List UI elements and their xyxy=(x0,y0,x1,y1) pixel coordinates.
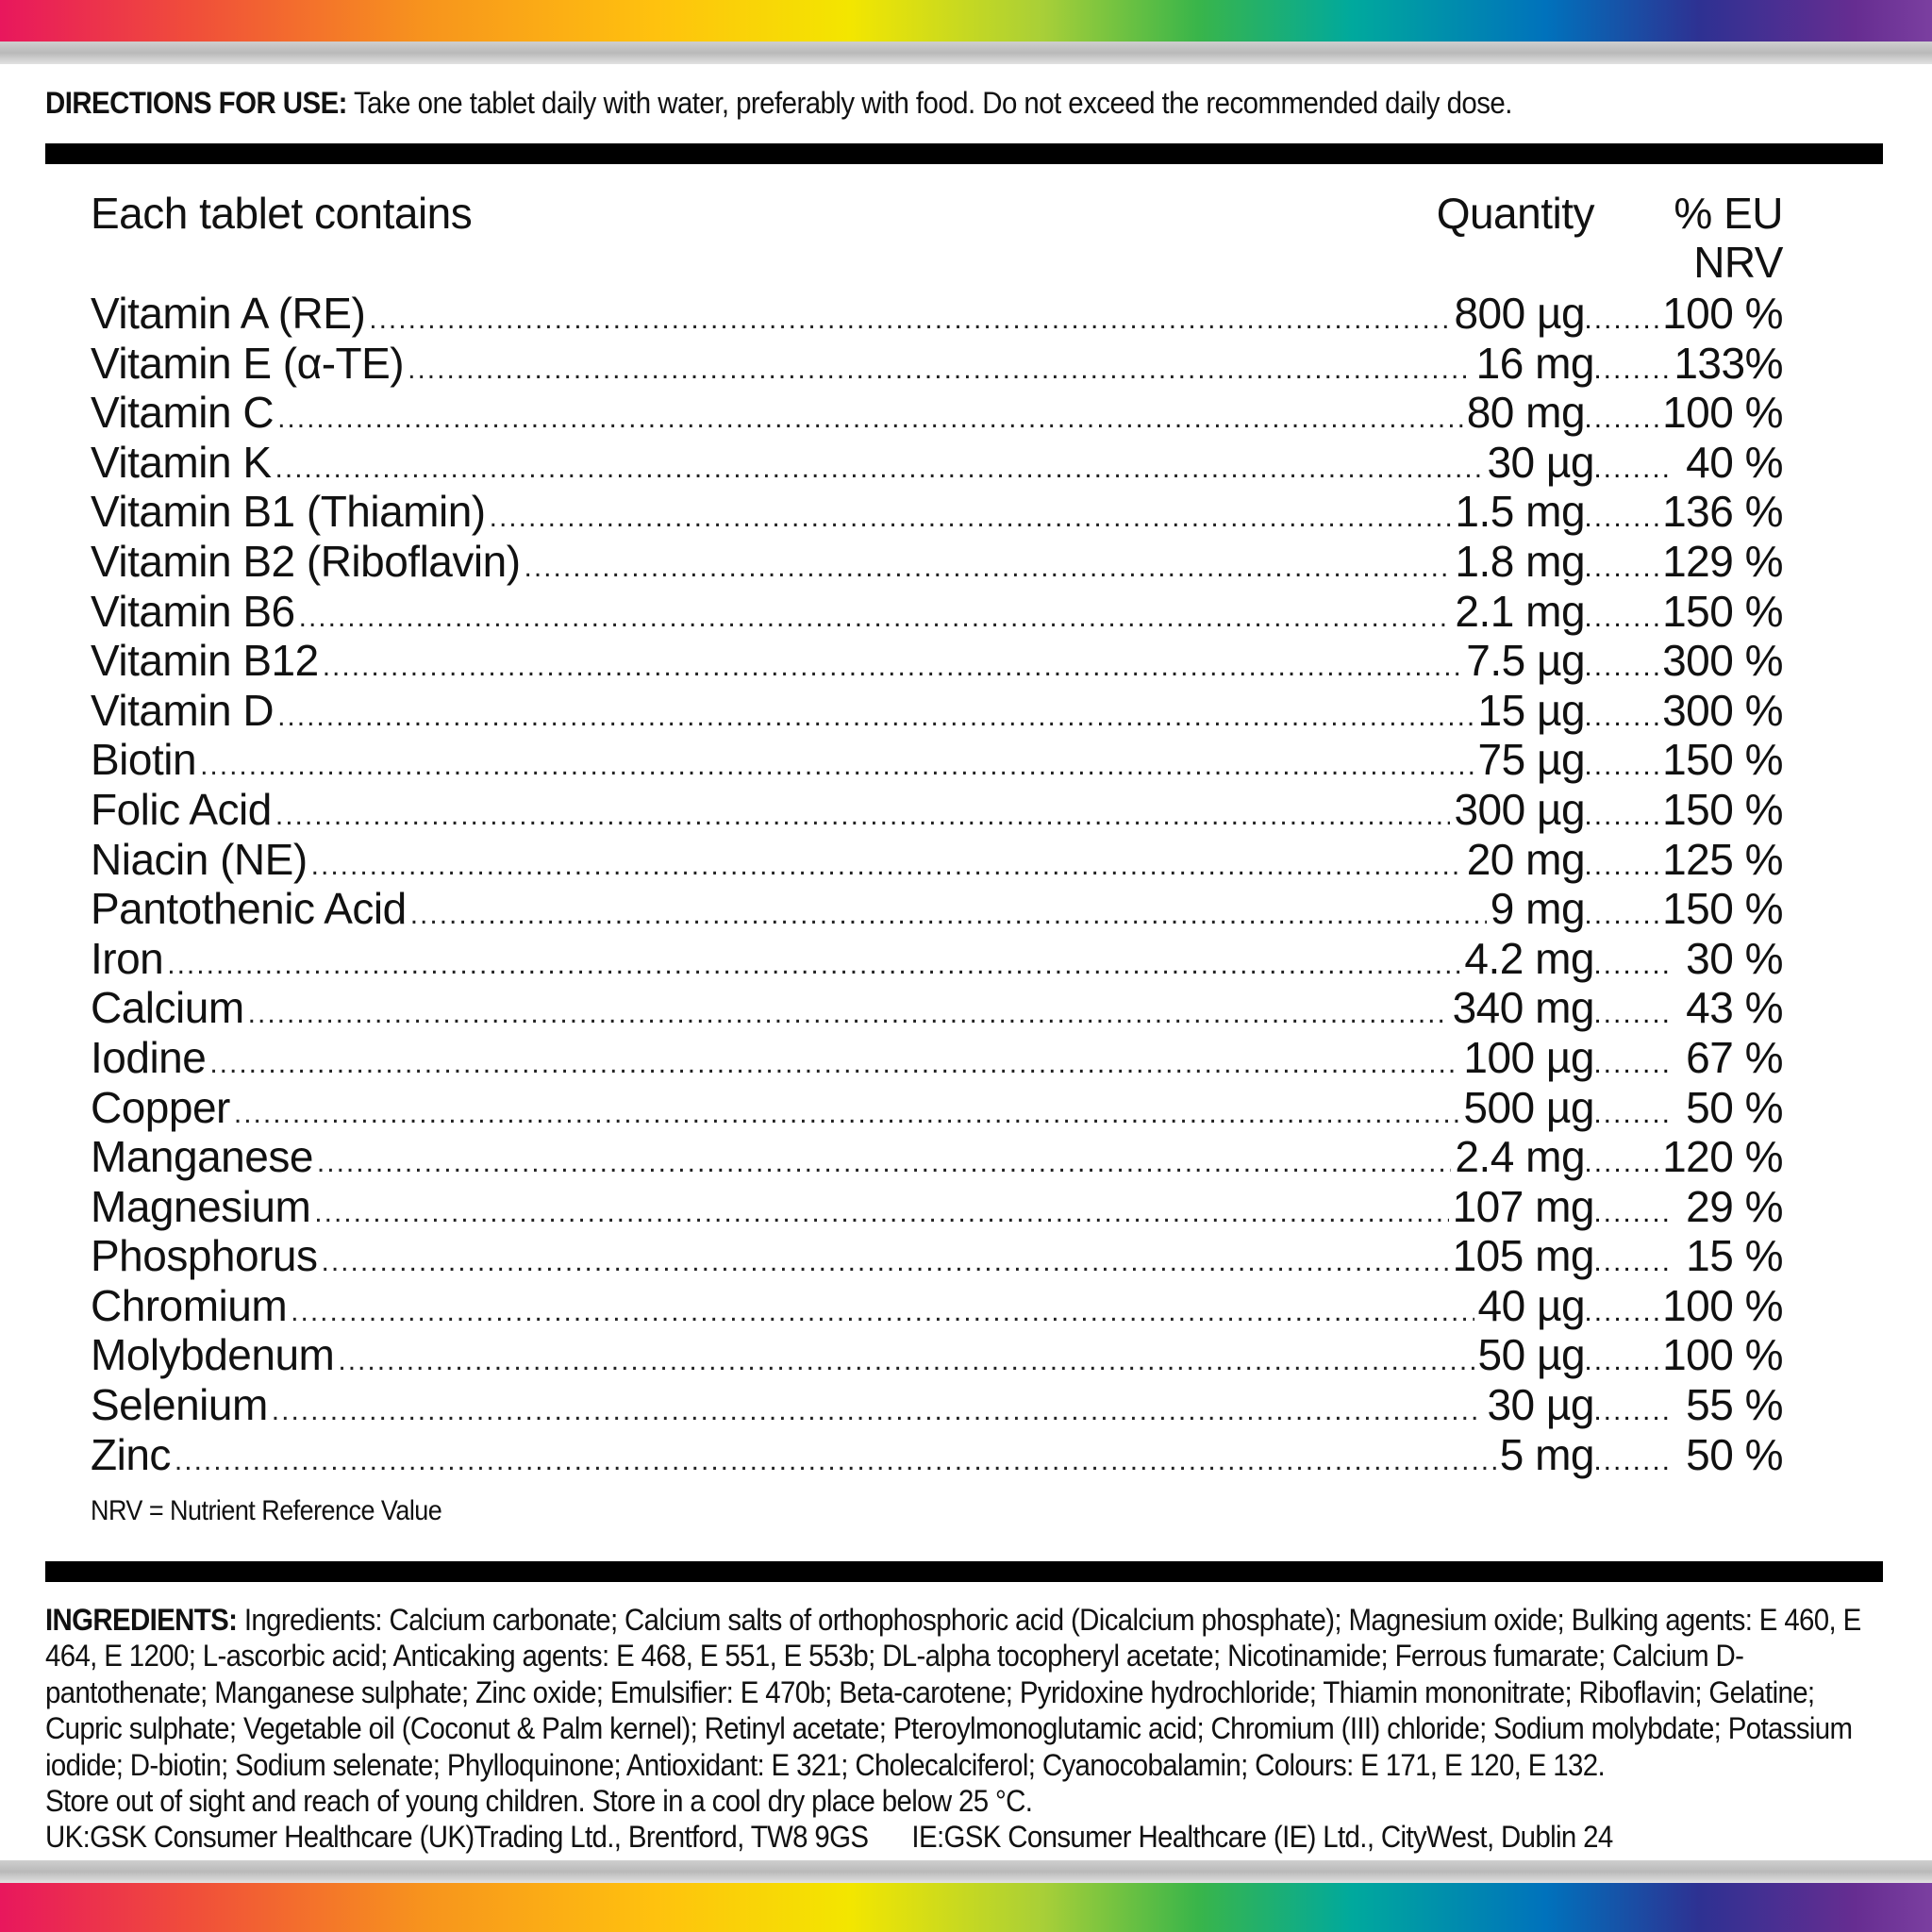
leader-dots xyxy=(1585,543,1662,587)
nutrient-name: Calcium xyxy=(91,983,244,1033)
nutrient-nrv: 125 % xyxy=(1662,834,1783,884)
nutrient-nrv: 120 % xyxy=(1662,1132,1783,1182)
table-row xyxy=(91,1182,1783,1232)
top-rainbow-band xyxy=(0,0,1932,42)
nutrient-nrv: 133% xyxy=(1674,338,1783,388)
leader-dots xyxy=(1594,1238,1672,1281)
table-row xyxy=(91,1083,1783,1133)
nutrient-name: Manganese xyxy=(91,1132,313,1182)
nutrient-name: Selenium xyxy=(91,1380,268,1430)
table-row xyxy=(91,1231,1783,1281)
nutrient-name: Iron xyxy=(91,933,164,983)
table-row xyxy=(91,884,1783,934)
nutrient-name: Biotin xyxy=(91,735,197,785)
table-row xyxy=(91,934,1783,984)
nutrient-name: Vitamin C xyxy=(91,388,275,438)
leader-dots xyxy=(525,543,1452,587)
leader-dots xyxy=(167,941,1460,984)
nutrient-nrv: 150 % xyxy=(1662,884,1783,934)
nutrient-nrv: 100 % xyxy=(1662,289,1783,338)
nutrient-name: Vitamin B2 (Riboflavin) xyxy=(91,536,521,586)
table-row xyxy=(91,438,1783,488)
nutrient-name: Vitamin K xyxy=(91,437,272,487)
address-uk: UK:GSK Consumer Healthcare (UK)Trading Ltd., Brentford, TW8 9GS xyxy=(45,1820,869,1855)
table-row xyxy=(91,537,1783,587)
nutrient-nrv: 55 % xyxy=(1686,1380,1783,1430)
top-silver-band xyxy=(0,42,1932,64)
leader-dots xyxy=(410,891,1487,934)
nutrient-quantity: 50 µg xyxy=(1477,1330,1586,1380)
leader-dots xyxy=(275,791,1451,835)
leader-dots xyxy=(1585,1337,1662,1380)
nutrient-quantity: 75 µg xyxy=(1477,735,1586,785)
nutrient-name: Vitamin B6 xyxy=(91,586,295,636)
leader-dots xyxy=(322,1238,1449,1281)
leader-dots xyxy=(311,841,1463,885)
nutrient-name: Magnesium xyxy=(91,1181,311,1231)
nutrient-name: Vitamin B1 (Thiamin) xyxy=(91,487,486,537)
leader-dots xyxy=(1585,692,1662,736)
leader-dots xyxy=(338,1337,1474,1380)
nutrient-quantity: 800 µg xyxy=(1454,289,1586,338)
leader-dots xyxy=(1585,841,1662,885)
table-row xyxy=(91,487,1783,537)
leader-dots xyxy=(323,642,1463,686)
nutrient-name: Pantothenic Acid xyxy=(91,884,407,934)
nutrient-name: Phosphorus xyxy=(91,1231,318,1281)
nutrient-name: Folic Acid xyxy=(91,784,272,834)
nutrient-nrv: 100 % xyxy=(1662,388,1783,438)
nutrient-name: Molybdenum xyxy=(91,1330,335,1380)
nutrient-nrv: 100 % xyxy=(1662,1330,1783,1380)
table-row xyxy=(91,1033,1783,1083)
nutrient-nrv: 15 % xyxy=(1686,1231,1783,1281)
nutrient-name: Copper xyxy=(91,1082,230,1132)
nutrient-quantity: 16 mg xyxy=(1475,338,1594,388)
leader-dots xyxy=(277,394,1463,438)
nutrient-nrv: 150 % xyxy=(1662,586,1783,636)
nutrient-quantity: 1.5 mg xyxy=(1455,487,1586,537)
ingredients-label: INGREDIENTS: xyxy=(45,1603,238,1637)
nutrient-name: Vitamin E (α-TE) xyxy=(91,338,405,388)
nutrient-quantity: 5 mg xyxy=(1499,1429,1594,1479)
table-row xyxy=(91,835,1783,885)
leader-dots xyxy=(200,741,1474,785)
leader-dots xyxy=(1594,1040,1672,1083)
nutrition-table xyxy=(91,189,1783,1479)
nutrient-quantity: 100 µg xyxy=(1463,1032,1594,1082)
nutrient-name: Chromium xyxy=(91,1280,288,1330)
nutrient-quantity: 340 mg xyxy=(1452,983,1594,1033)
nutrient-nrv: 150 % xyxy=(1662,735,1783,785)
leader-dots xyxy=(234,1090,1460,1133)
leader-dots xyxy=(314,1189,1448,1232)
leader-dots xyxy=(1585,891,1662,934)
leader-dots xyxy=(1585,1288,1662,1331)
table-body xyxy=(91,289,1783,1479)
leader-dots xyxy=(1585,593,1662,637)
nutrient-quantity: 105 mg xyxy=(1452,1231,1594,1281)
leader-dots xyxy=(317,1139,1452,1182)
nutrient-quantity: 80 mg xyxy=(1466,388,1586,438)
nutrient-nrv: 40 % xyxy=(1686,437,1783,487)
leader-dots xyxy=(175,1437,1496,1480)
table-row xyxy=(91,1281,1783,1331)
nutrient-nrv: 50 % xyxy=(1686,1082,1783,1132)
leader-dots xyxy=(1585,295,1662,339)
leader-dots xyxy=(490,493,1452,537)
nutrient-name: Vitamin A (RE) xyxy=(91,289,366,338)
table-row xyxy=(91,1380,1783,1430)
leader-dots xyxy=(1594,990,1672,1033)
leader-dots xyxy=(299,593,1452,637)
table-row xyxy=(91,1132,1783,1182)
leader-dots xyxy=(275,444,1484,488)
nutrient-quantity: 500 µg xyxy=(1463,1082,1594,1132)
header-quantity: Quantity xyxy=(1436,189,1594,238)
leader-dots xyxy=(1585,493,1662,537)
bottom-silver-band xyxy=(0,1860,1932,1883)
nutrient-quantity: 300 µg xyxy=(1454,784,1586,834)
nutrient-quantity: 2.4 mg xyxy=(1455,1132,1586,1182)
nutrient-nrv: 136 % xyxy=(1662,487,1783,537)
nutrient-nrv: 150 % xyxy=(1662,784,1783,834)
leader-dots xyxy=(1585,1139,1662,1182)
nutrient-quantity: 40 µg xyxy=(1477,1280,1586,1330)
nutrient-name: Vitamin D xyxy=(91,685,275,735)
leader-dots xyxy=(1585,741,1662,785)
leader-dots xyxy=(248,990,1449,1033)
nutrient-quantity: 107 mg xyxy=(1452,1181,1594,1231)
leader-dots xyxy=(277,692,1474,736)
directions-label: DIRECTIONS FOR USE: xyxy=(45,86,347,120)
nutrient-nrv: 100 % xyxy=(1662,1280,1783,1330)
nutrient-name: Niacin (NE) xyxy=(91,834,308,884)
nutrient-quantity: 7.5 µg xyxy=(1466,636,1586,686)
nutrient-quantity: 20 mg xyxy=(1466,834,1586,884)
header-nrv-line1: % EU xyxy=(1674,189,1783,238)
leader-dots xyxy=(1585,394,1662,438)
nutrient-nrv: 30 % xyxy=(1686,933,1783,983)
top-divider xyxy=(45,143,1883,164)
leader-dots xyxy=(272,1387,1484,1430)
leader-dots xyxy=(1594,941,1672,984)
nutrient-quantity: 15 µg xyxy=(1477,685,1586,735)
nutrient-quantity: 30 µg xyxy=(1487,1380,1594,1430)
ingredients-text: Ingredients: Calcium carbonate; Calcium salts of orthophosphoric acid (Dicalcium phosphate); Magnesium oxide; Bulking agents: E 460, E 464, E 1200; L-ascorbic acid; Anticaking agents: E 468, E 551, E 553b; DL-alpha tocopheryl acetate; Nicotinamide; Ferrous fumarate; Calcium D-pantothenate; Manganese sulphate; Zinc oxide; Emulsifier: E 470b; Beta-carotene; Pyridoxine hydrochloride; Thiamin mononitrate; Riboflavin; Gelatine; Cupric sulphate; Vegetable oil (Coconut & Palm kernel); Retinyl acetate; Pteroylmonoglutamic acid; Chromium (III) chloride; Sodium molybdate; Potassium iodide; D-biotin; Sodium selenate; Phylloquinone; Antioxidant: E 321; Cholecalciferol; Cyanocobalamin; Colours: E 171, E 120, E 132. xyxy=(45,1603,1861,1782)
nutrient-quantity: 4.2 mg xyxy=(1464,933,1594,983)
nutrient-nrv: 50 % xyxy=(1686,1429,1783,1479)
table-row xyxy=(91,388,1783,438)
leader-dots xyxy=(1585,642,1662,686)
table-row xyxy=(91,636,1783,686)
leader-dots xyxy=(1594,1387,1672,1430)
leader-dots xyxy=(291,1288,1474,1331)
nutrient-quantity: 9 mg xyxy=(1490,884,1586,934)
storage-text: Store out of sight and reach of young children. Store in a cool dry place below 25 °C. xyxy=(45,1784,1033,1819)
addresses xyxy=(45,1819,1894,1855)
nutrient-name: Zinc xyxy=(91,1429,171,1479)
leader-dots xyxy=(209,1040,1459,1083)
table-row xyxy=(91,686,1783,736)
table-row xyxy=(91,289,1783,339)
nrv-footnote: NRV = Nutrient Reference Value xyxy=(91,1495,442,1526)
nutrient-nrv: 129 % xyxy=(1662,536,1783,586)
leader-dots xyxy=(369,295,1450,339)
leader-dots xyxy=(1594,1437,1672,1480)
table-row xyxy=(91,1330,1783,1380)
leader-dots xyxy=(1594,1090,1672,1133)
ingredients-paragraph xyxy=(45,1602,1894,1783)
header-each-tablet: Each tablet contains xyxy=(91,189,473,238)
table-row xyxy=(91,983,1783,1033)
nutrient-nrv: 300 % xyxy=(1662,685,1783,735)
nutrient-quantity: 2.1 mg xyxy=(1455,586,1586,636)
nutrient-quantity: 1.8 mg xyxy=(1455,536,1586,586)
nutrient-name: Iodine xyxy=(91,1032,207,1082)
table-row xyxy=(91,1430,1783,1480)
nutrient-nrv: 43 % xyxy=(1686,983,1783,1033)
nutrient-name: Vitamin B12 xyxy=(91,636,319,686)
leader-dots xyxy=(1585,791,1662,835)
table-row xyxy=(91,735,1783,785)
header-nrv xyxy=(1674,189,1783,287)
directions-for-use xyxy=(45,83,1746,123)
leader-dots xyxy=(408,345,1473,389)
bottom-rainbow-band xyxy=(0,1883,1932,1932)
table-row xyxy=(91,785,1783,835)
nutrient-nrv: 300 % xyxy=(1662,636,1783,686)
header-nrv-line2: NRV xyxy=(1693,238,1783,287)
leader-dots xyxy=(1594,345,1672,389)
table-row xyxy=(91,587,1783,637)
table-header xyxy=(91,189,1783,289)
nutrient-nrv: 67 % xyxy=(1686,1032,1783,1082)
directions-text: Take one tablet daily with water, preferably with food. Do not exceed the recommended daily dose. xyxy=(354,86,1512,120)
table-row xyxy=(91,339,1783,389)
address-ie: IE:GSK Consumer Healthcare (IE) Ltd., CityWest, Dublin 24 xyxy=(911,1820,1613,1855)
nutrient-quantity: 30 µg xyxy=(1487,437,1594,487)
leader-dots xyxy=(1594,444,1672,488)
ingredients-section xyxy=(45,1602,1894,1856)
bottom-divider xyxy=(45,1561,1883,1582)
nutrient-nrv: 29 % xyxy=(1686,1181,1783,1231)
leader-dots xyxy=(1594,1189,1672,1232)
